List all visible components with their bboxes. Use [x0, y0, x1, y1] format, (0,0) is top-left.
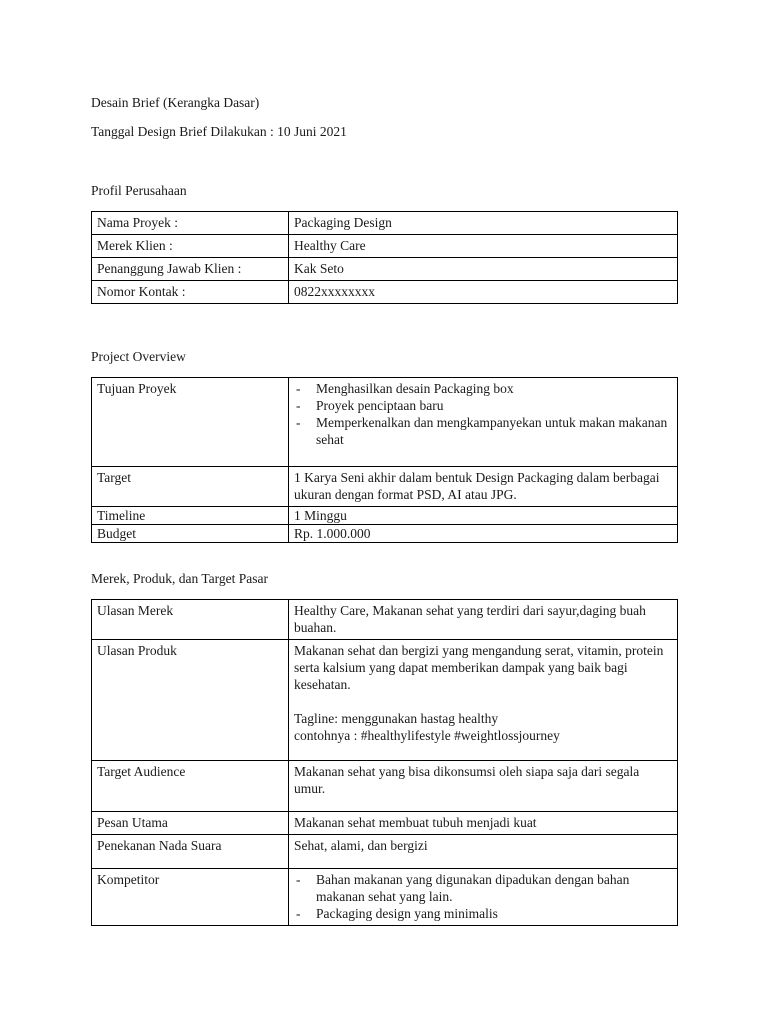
table-row [92, 869, 678, 926]
table-row [92, 467, 678, 507]
profil-value: Packaging Design [289, 212, 678, 235]
ulasan-merek-value: Healthy Care, Makanan sehat yang terdiri dari sayur,daging buah buahan. [289, 600, 678, 640]
profil-heading: Profil Perusahaan [91, 183, 187, 198]
budget-label: Budget [92, 525, 289, 543]
pesan-utama-label: Pesan Utama [92, 812, 289, 835]
tagline-text: Tagline: menggunakan hastag healthy [294, 711, 499, 726]
penekanan-value: Sehat, alami, dan bergizi [289, 835, 678, 869]
kompetitor-value [289, 869, 678, 926]
profil-label: Merek Klien : [92, 235, 289, 258]
tujuan-value [289, 378, 678, 467]
tagline-example: contohnya : #healthylifestyle #weightlossjourney [294, 728, 560, 743]
table-row [92, 507, 678, 525]
merek-heading: Merek, Produk, dan Target Pasar [91, 571, 269, 586]
target-value: 1 Karya Seni akhir dalam bentuk Design Packaging dalam berbagai ukuran dengan format PSD, AI atau JPG. [289, 467, 678, 507]
table-row [92, 235, 678, 258]
profil-label: Penanggung Jawab Klien : [92, 258, 289, 281]
table-row [92, 835, 678, 869]
timeline-value: 1 Minggu [289, 507, 678, 525]
ulasan-produk-value [289, 640, 678, 761]
table-row [92, 212, 678, 235]
target-label: Target [92, 467, 289, 507]
penekanan-label: Penekanan Nada Suara [92, 835, 289, 869]
list-item: - Bahan makanan yang digunakan dipadukan dengan bahan makanan sehat yang lain. [294, 871, 672, 905]
budget-value: Rp. 1.000.000 [289, 525, 678, 543]
tujuan-label: Tujuan Proyek [92, 378, 289, 467]
document-title: Desain Brief (Kerangka Dasar) [91, 95, 260, 110]
table-row [92, 281, 678, 304]
date-line: Tanggal Design Brief Dilakukan : 10 Juni 2021 [91, 124, 347, 139]
table-row [92, 812, 678, 835]
table-row [92, 640, 678, 761]
table-row [92, 761, 678, 812]
overview-table [91, 377, 678, 543]
profil-table [91, 211, 678, 304]
kompetitor-list [294, 871, 672, 922]
list-item: - Proyek penciptaan baru [294, 397, 672, 414]
overview-heading: Project Overview [91, 349, 186, 364]
list-item: - Memperkenalkan dan mengkampanyekan untuk makan makanan sehat [294, 414, 672, 448]
table-row [92, 600, 678, 640]
profil-value: Kak Seto [289, 258, 678, 281]
target-audience-label: Target Audience [92, 761, 289, 812]
timeline-label: Timeline [92, 507, 289, 525]
list-item: - Packaging design yang minimalis [294, 905, 672, 922]
profil-value: Healthy Care [289, 235, 678, 258]
table-row [92, 378, 678, 467]
profil-label: Nama Proyek : [92, 212, 289, 235]
ulasan-merek-label: Ulasan Merek [92, 600, 289, 640]
list-item: - Menghasilkan desain Packaging box [294, 380, 672, 397]
tujuan-list [294, 380, 672, 448]
table-row [92, 525, 678, 543]
ulasan-produk-text: Makanan sehat dan bergizi yang mengandung serat, vitamin, protein serta kalsium yang dapat memberikan dampak yang baik bagi kesehatan. [294, 643, 664, 692]
pesan-utama-value: Makanan sehat membuat tubuh menjadi kuat [289, 812, 678, 835]
profil-label: Nomor Kontak : [92, 281, 289, 304]
table-row [92, 258, 678, 281]
profil-value: 0822xxxxxxxx [289, 281, 678, 304]
merek-table [91, 599, 678, 926]
target-audience-value: Makanan sehat yang bisa dikonsumsi oleh siapa saja dari segala umur. [289, 761, 678, 812]
ulasan-produk-label: Ulasan Produk [92, 640, 289, 761]
kompetitor-label: Kompetitor [92, 869, 289, 926]
